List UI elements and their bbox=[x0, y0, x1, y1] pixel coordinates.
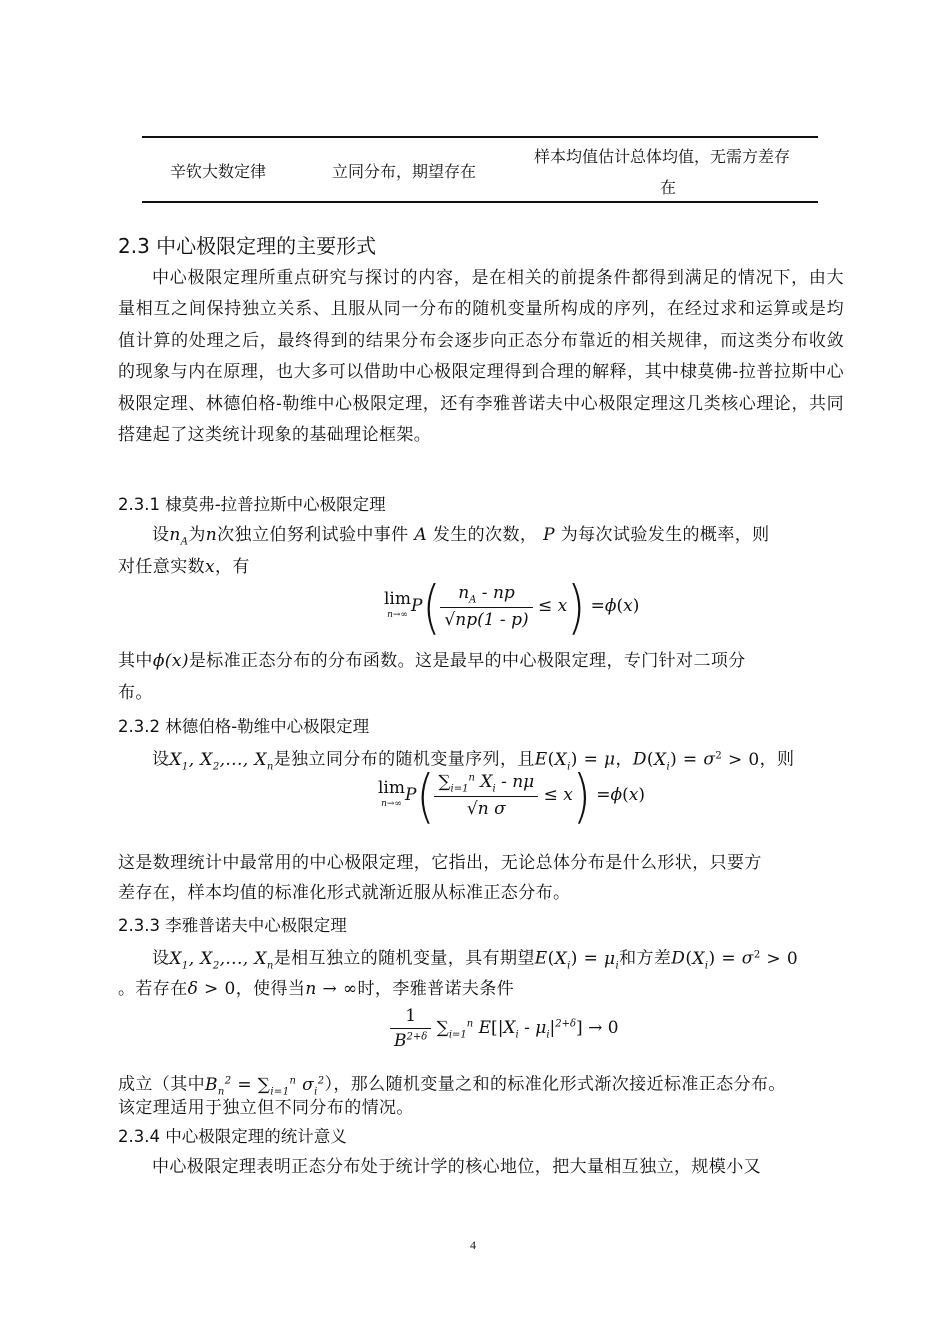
table-cell-law: 辛钦大数定律 bbox=[170, 162, 267, 181]
section-2-3-paragraph: 中心极限定理所重点研究与探讨的内容，是在相关的前提条件都得到满足的情况下，由大量相互之间保持独立关系、且服从同一分布的随机变量所构成的序列，在经过求和运算或是均值计算的处理之后，最终得到的结果分布会逐步向正态分布靠近的相关规律，而这类分布收敛的现象与内在原理，也大多可以借助中心极限定理得到合理的解释，其中棣莫佛-拉普拉斯中心极限定理、林德伯格-勒维中心极限定理，还有李雅普诺夫中心极限定理这几类核心理论，共同搭建起了这类统计现象的基础理论框架。 bbox=[118, 268, 844, 446]
equation-de-moivre-laplace: lim n→∞ P( $\frac{n_A - np}{√np(1 - p)}$ ≤ x) =ϕ(x) bbox=[384, 572, 640, 641]
theorem-3-line-2: 。若存在δ > 0，使得当n → ∞时，李雅普诺夫条件 bbox=[118, 979, 515, 999]
theorem-3-after-1: 成立（其中$B_n^2 = \sum_{i=1}^n$ $\sigma_i^2$），那么随机变量之和的标准化形式渐次接近标准正态分布。 bbox=[118, 1074, 786, 1098]
theorem-3-after-2: 该定理适用于独立但不同分布的情况。 bbox=[118, 1098, 414, 1118]
theorem-3-line-1: 设$X_1$, $X_2$,..., $X_n$是相互独立的随机变量，具有期望$E(X_i) = \mu_i$和方差$D(X_i) = \sigma^2 > 0$ bbox=[152, 948, 799, 972]
section-2-3-4-line-1: 中心极限定理表明正态分布处于统计学的核心地位，把大量相互独立，规模小又 bbox=[152, 1157, 761, 1177]
table-top-rule bbox=[142, 136, 818, 138]
equation-lindeberg-levy: lim n→∞ P( $\frac{\sum_{i=1}^n X_i - n\mu}{\text{√n σ}}$ ≤ x) =ϕ(x) bbox=[378, 761, 645, 830]
equation-lyapunov-condition: $\frac{1}{B^{2+\delta}}$ $\sum_{i=1}^n$ $E[|X_i - \mu_i|^{2+\delta}] \to 0$ bbox=[390, 1006, 619, 1051]
section-heading-2-3-2: 2.3.2 林德伯格-勒维中心极限定理 bbox=[118, 717, 370, 736]
section-heading-2-3-1: 2.3.1 棣莫弗-拉普拉斯中心极限定理 bbox=[118, 495, 386, 514]
table-cell-note-1: 样本均值估计总体均值，无需方差存 bbox=[534, 147, 791, 166]
table-cell-condition: 立同分布，期望存在 bbox=[332, 162, 477, 181]
table-cell-note-2: 在 bbox=[660, 178, 677, 197]
theorem-1-line-2: 对任意实数x，有 bbox=[118, 557, 250, 577]
section-heading-2-3-3: 2.3.3 李雅普诺夫中心极限定理 bbox=[118, 916, 347, 935]
section-heading-2-3-4: 2.3.4 中心极限定理的统计意义 bbox=[118, 1127, 347, 1146]
theorem-1-after-2: 布。 bbox=[118, 683, 153, 703]
section-heading-2-3: 2.3 中心极限定理的主要形式 bbox=[118, 234, 377, 258]
theorem-1-line-1: 设$n_A$为n次独立伯努利试验中事件 A 发生的次数， P 为每次试验发生的概率，则 bbox=[152, 525, 770, 548]
table-bottom-rule bbox=[142, 201, 818, 203]
theorem-2-line-1: 设$X_1$, $X_2$,..., $X_n$是独立同分布的随机变量序列，且$E(X_i) = \mu$，$D(X_i) = \sigma^2 > 0$，则 bbox=[152, 749, 795, 773]
theorem-2-after-1: 这是数理统计中最常用的中心极限定理，它指出，无论总体分布是什么形状，只要方 bbox=[118, 853, 762, 873]
theorem-2-after-2: 差存在，样本均值的标准化形式就渐近服从标准正态分布。 bbox=[118, 883, 571, 903]
theorem-1-after-1: 其中ϕ(x)是标准正态分布的分布函数。这是最早的中心极限定理，专门针对二项分 bbox=[118, 651, 746, 671]
page-number: 4 bbox=[470, 1238, 476, 1252]
